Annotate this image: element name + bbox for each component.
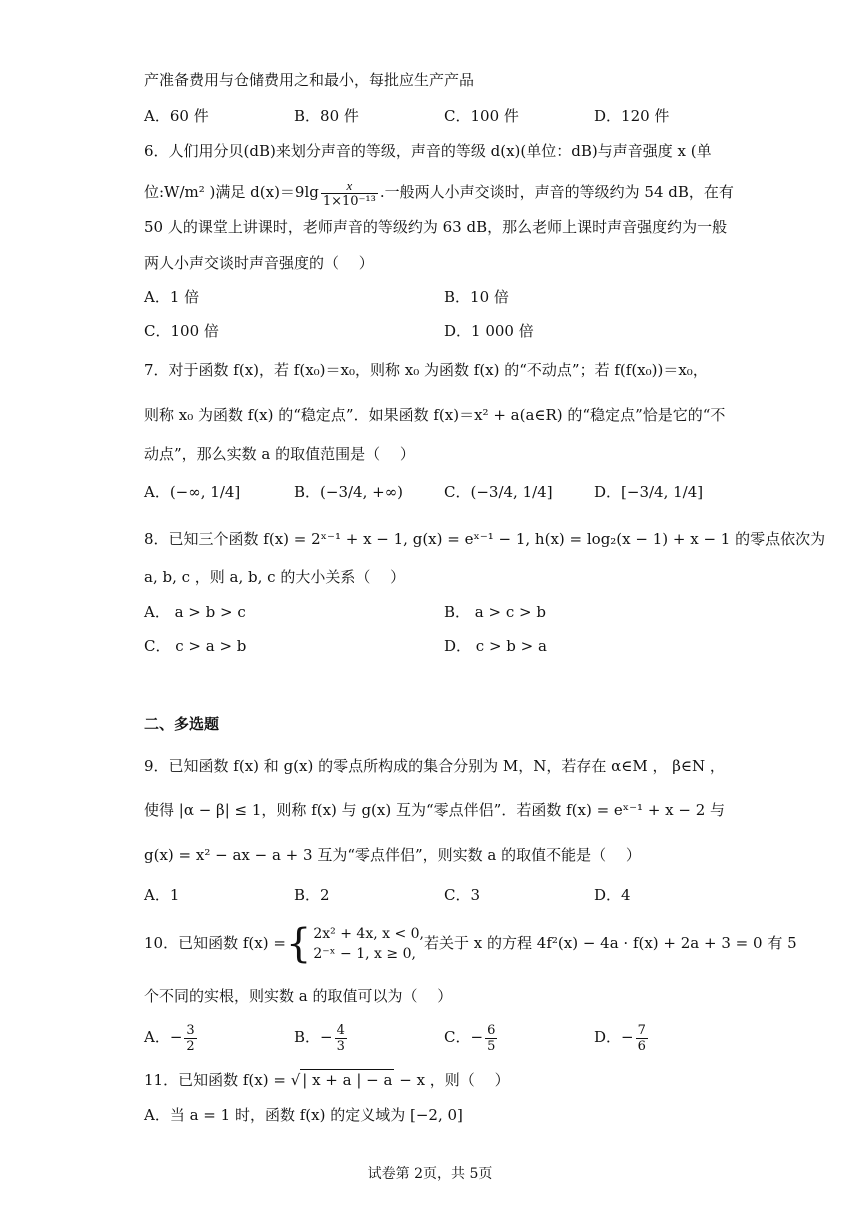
q6-option-a: A．1 倍: [144, 288, 200, 306]
q7-option-a: A．(−∞, 1/4]: [144, 483, 241, 501]
q10-option-c-den: 5: [487, 1038, 496, 1054]
q11-sqrt: | x + a | − a: [302, 1071, 393, 1089]
q10-option-a: A．− $\frac{3}{2}$: [144, 1022, 195, 1054]
q10-case-1: 2x² + 4x, x < 0,: [313, 926, 425, 942]
q6-line-2-post: .一般两人小声交谈时，声音的等级约为 54 dB，在有: [379, 183, 734, 201]
q10-option-d: D．− $\frac{7}{6}$: [594, 1022, 646, 1054]
q7-option-c: C．(−3/4, 1/4]: [444, 483, 553, 501]
q10-option-b-label: B．: [294, 1028, 321, 1046]
q10-option-a-label: A．: [144, 1028, 170, 1046]
q8-line-1: 8．已知三个函数 f(x) = 2ˣ⁻¹ + x − 1, g(x) = eˣ⁻¹ − 1, h(x) = log₂(x − 1) + x − 1 的零点依次为: [144, 530, 826, 548]
q8-option-d: D． c > b > a: [444, 637, 547, 655]
q8-option-a: A． a > b > c: [144, 603, 246, 621]
q6-option-d: D．1 000 倍: [444, 322, 534, 340]
q6-option-b: B．10 倍: [444, 288, 509, 306]
q10-option-b: B．− $\frac{4}{3}$: [294, 1022, 345, 1054]
q10-option-d-label: D．: [594, 1028, 622, 1046]
q9-line-2: 使得 |α − β| ≤ 1，则称 f(x) 与 g(x) 互为“零点伴侣”．若函数 f(x) = eˣ⁻¹ + x − 2 与: [144, 801, 726, 819]
q10-option-c: C．− $\frac{6}{5}$: [444, 1022, 496, 1054]
q5-option-c: C．100 件: [444, 107, 519, 125]
q10-brace: {: [285, 921, 312, 967]
q7-line-3: 动点”，那么实数 a 的取值范围是（ ）: [144, 445, 415, 463]
q11-post: − x ，则（ ）: [399, 1071, 510, 1089]
q10-option-b-num: 4: [336, 1022, 345, 1038]
q10-option-b-frac: [335, 1023, 347, 1054]
page-footer: 试卷第 2页，共 5页: [367, 1166, 493, 1182]
q6-line-4: 两人小声交谈时声音强度的（ ）: [144, 254, 374, 272]
q7-option-d: D．[−3/4, 1/4]: [594, 483, 704, 501]
q9-line-3: g(x) = x² − ax − a + 3 互为“零点伴侣”，则实数 a 的取值不能是（ ）: [144, 846, 641, 864]
q10-cases: [313, 924, 424, 964]
q10-option-d-frac: [636, 1023, 648, 1054]
q9-option-a: A．1: [144, 886, 180, 904]
q6-option-c: C．100 倍: [144, 322, 219, 340]
q9-option-b: B．2: [294, 886, 330, 904]
q6-line-3: 50 人的课堂上讲课时，老师声音的等级约为 63 dB，那么老师上课时声音强度约为一般: [144, 218, 728, 236]
q10-option-a-num: 3: [186, 1022, 195, 1038]
q8-option-b: B． a > c > b: [444, 603, 546, 621]
q10-case-2: 2⁻ˣ − 1, x ≥ 0,: [313, 946, 416, 962]
q6-fraction-den: 1×10⁻¹³: [322, 193, 376, 209]
q10-pre: 10．已知函数 f(x) =: [144, 934, 286, 952]
q11-line-1: 11．已知函数 f(x) = √ | x + a | − a − x ，则（ ）: [144, 1071, 510, 1089]
q11-option-a: A．当 a = 1 时，函数 f(x) 的定义域为 [−2, 0]: [144, 1106, 463, 1124]
q5-option-b: B．80 件: [294, 107, 359, 125]
q7-line-2: 则称 x₀ 为函数 f(x) 的“稳定点”．如果函数 f(x)＝x² + a(a∈R) 的“稳定点”恰是它的“不: [144, 406, 726, 424]
q10-option-a-den: 2: [186, 1038, 195, 1054]
q5-option-a: A．60 件: [144, 107, 209, 125]
q6-fraction-num: x: [321, 178, 378, 194]
q7-option-b: B．(−3/4, +∞): [294, 483, 404, 501]
q8-option-c: C． c > a > b: [144, 637, 247, 655]
q5-text: 产准备费用与仓储费用之和最小，每批应生产产品: [144, 71, 475, 89]
q10-option-a-frac: [184, 1023, 196, 1054]
q11-pre: 11．已知函数 f(x) =: [144, 1071, 286, 1089]
q6-line-2-pre: 位:W/m² )满足 d(x)＝9lg: [144, 183, 319, 201]
q10-option-c-frac: [485, 1023, 497, 1054]
q10-option-b-den: 3: [336, 1038, 345, 1054]
q6-fraction: [321, 178, 378, 209]
q9-line-1: 9．已知函数 f(x) 和 g(x) 的零点所构成的集合分别为 M，N，若存在 α∈M ， β∈N ，: [144, 757, 725, 775]
q10-option-c-num: 6: [487, 1022, 496, 1038]
q7-line-1: 7．对于函数 f(x)，若 f(x₀)＝x₀，则称 x₀ 为函数 f(x) 的“不动点”；若 f(f(x₀))＝x₀，: [144, 361, 708, 379]
q8-line-2: a, b, c ，则 a, b, c 的大小关系（ ）: [144, 568, 406, 586]
q10-option-d-num: 7: [637, 1022, 646, 1038]
q9-option-d: D．4: [594, 886, 631, 904]
q6-line-2: [144, 174, 734, 210]
q6-line-1: 6．人们用分贝(dB)来划分声音的等级，声音的等级 d(x)(单位：dB)与声音强度 x (单: [144, 142, 712, 160]
q10-post: 若关于 x 的方程 4f²(x) − 4a · f(x) + 2a + 3 = 0 有 5: [424, 934, 797, 952]
q5-option-d: D．120 件: [594, 107, 670, 125]
q10-line-1: [144, 920, 797, 966]
section-multi-choice-heading: 二、多选题: [144, 715, 220, 733]
q10-line-2: 个不同的实根，则实数 a 的取值可以为（ ）: [144, 987, 453, 1005]
q10-option-c-label: C．: [444, 1028, 471, 1046]
q9-option-c: C．3: [444, 886, 481, 904]
q10-option-d-den: 6: [637, 1038, 646, 1054]
